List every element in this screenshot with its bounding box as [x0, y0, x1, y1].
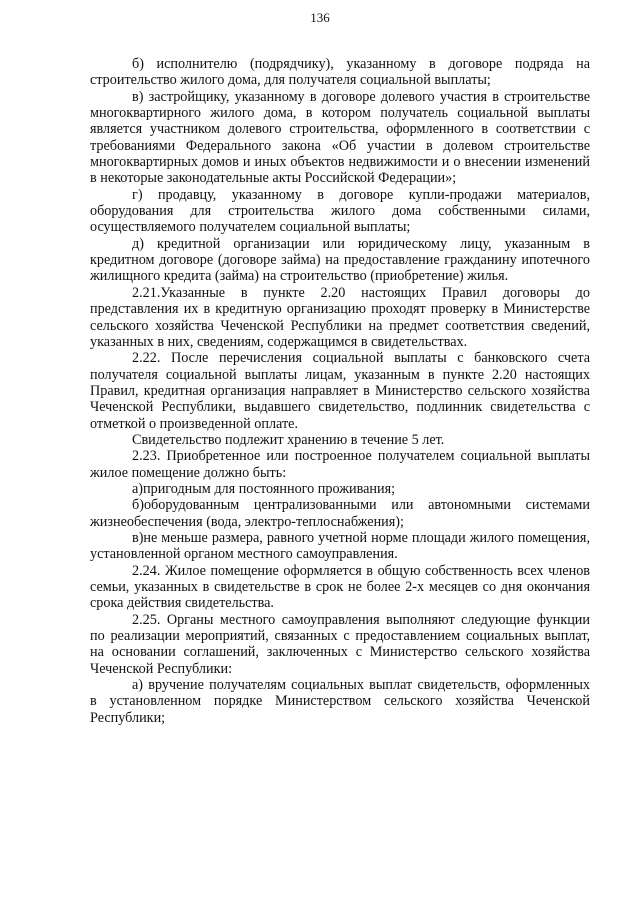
document-body: [90, 56, 590, 726]
paragraph-2-23-v: в)не меньше размера, равного учетной норме площади жилого помещения, установленной органом местного самоуправления.: [90, 529, 590, 563]
paragraph-d-credit-organization: д) кредитной организации или юридическому лицу, указанным в кредитном договоре (договоре займа) на предоставление гражданину ипотечного жилищного кредита (займа) на строительство (приобретение) жилья.: [90, 235, 590, 285]
paragraph-b-contractor: б) исполнителю (подрядчику), указанному в договоре подряда на строительство жилого дома, для получателя социальной выплаты;: [90, 56, 590, 89]
paragraph-2-23-a: а)пригодным для постоянного проживания;: [132, 480, 396, 497]
paragraph-2-25-a: а) вручение получателям социальных выплат свидетельств, оформленных в установленном порядке Министерством сельского хозяйства Чеченской Республики;: [90, 677, 590, 726]
paragraph-g-seller: г) продавцу, указанному в договоре купли-продажи материалов, оборудования для строительства жилого дома собственными силами, осуществляемого получателем социальной выплаты;: [90, 186, 590, 236]
paragraph-2-22: 2.22. После перечисления социальной выплаты с банковского счета получателя социальной выплаты лицам, указанным в пункте 2.20 настоящих Правил, кредитная организация направляет в Министерство сельского хозяйства Чеченской Республики, выдавшего свидетельство, подлинник свидетельства с отметкой о произведенной оплате.: [90, 350, 590, 432]
paragraph-2-21: 2.21.Указанные в пункте 2.20 настоящих Правил договоры до представления их в кредитную организацию проходят проверку в Министерстве сельского хозяйства Чеченской Республики на предмет соответствия сведений, указанных в них, сведениям, содержащимся в свидетельствах.: [90, 284, 590, 350]
paragraph-2-23: 2.23. Приобретенное или построенное получателем социальной выплаты жилое помещение должно быть:: [90, 448, 590, 481]
paragraph-certificate-storage: Свидетельство подлежит хранению в течение 5 лет.: [132, 431, 445, 448]
paragraph-v-developer: в) застройщику, указанному в договоре долевого участия в строительстве многоквартирного жилого дома, в котором получатель социальной выплаты является участником долевого строительства, оформленного в соответствии с требованиями Федерального закона «Об участии в долевом строительстве многоквартирных домов и иных объектов недвижимости и о внесении изменений в некоторые законодательные акты Российской Федерации»;: [90, 88, 590, 187]
paragraph-2-25: 2.25. Органы местного самоуправления выполняют следующие функции по реализации мероприятий, связанных с предоставлением социальных выплат, на основании соглашений, заключенных с Министерство сельского хозяйства Чеченской Республики:: [90, 611, 590, 677]
page-number: 136: [310, 10, 330, 25]
paragraph-2-23-b: б)оборудованным централизованными или автономными системами жизнеобеспечения (вода, электро-теплоснабжения);: [90, 497, 590, 530]
paragraph-2-24: 2.24. Жилое помещение оформляется в общую собственность всех членов семьи, указанных в свидетельстве в срок не более 2-х месяцев со дня окончания срока действия свидетельства.: [90, 562, 590, 612]
